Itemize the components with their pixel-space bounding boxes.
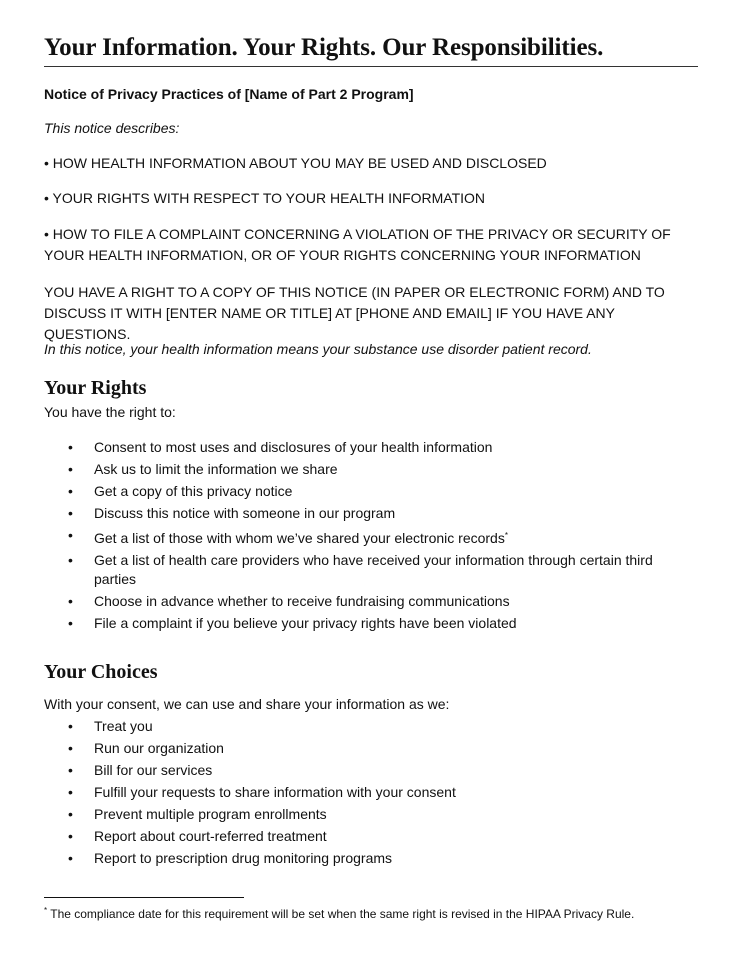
describes-label: This notice describes: xyxy=(44,120,180,136)
bullet-icon: • xyxy=(68,828,73,844)
bullet-icon: • xyxy=(68,806,73,822)
bullet-icon: • xyxy=(68,593,73,609)
bullet-icon: • xyxy=(68,439,73,455)
footnote-reference[interactable]: * xyxy=(504,531,508,540)
list-item: • Report to prescription drug monitoring programs xyxy=(44,848,698,870)
footnote xyxy=(44,906,634,921)
list-item: • Run our organization xyxy=(44,738,698,760)
bullet-icon: • xyxy=(68,615,73,631)
bullet-icon: • xyxy=(68,740,73,756)
describe-bullet-2: • YOUR RIGHTS WITH RESPECT TO YOUR HEALTH INFORMATION xyxy=(44,190,486,206)
list-item: • Choose in advance whether to receive fundraising communications xyxy=(44,591,698,613)
list-item: • Get a list of those with whom we’ve shared your electronic records* xyxy=(68,527,508,546)
list-item: • File a complaint if you believe your privacy rights have been violated xyxy=(44,613,698,635)
bullet-icon: • xyxy=(68,552,73,568)
bullet-icon: • xyxy=(68,527,73,543)
bullet-icon: • xyxy=(68,784,73,800)
list-item: • Discuss this notice with someone in our program xyxy=(44,503,698,525)
list-item: • Treat you xyxy=(44,716,698,738)
rights-intro: You have the right to: xyxy=(44,404,176,420)
list-item: • Fulfill your requests to share information with your consent xyxy=(44,782,698,804)
rights-list xyxy=(44,437,698,635)
definition-paragraph: In this notice, your health information means your substance use disorder patient record. xyxy=(44,341,592,357)
bullet-icon: • xyxy=(68,762,73,778)
list-item: • Get a list of health care providers who have received your information through certain third parties xyxy=(68,552,653,587)
bullet-icon: • xyxy=(68,483,73,499)
footnote-separator xyxy=(44,897,244,898)
notice-heading: Notice of Privacy Practices of [Name of Part 2 Program] xyxy=(44,86,414,102)
list-item: • Ask us to limit the information we share xyxy=(44,459,698,481)
describe-bullet-3: • HOW TO FILE A COMPLAINT CONCERNING A VIOLATION OF THE PRIVACY OR SECURITY OF YOUR HEALTH INFORMATION, OR OF YOUR RIGHTS CONCERNING YOUR INFORMATION xyxy=(44,226,671,263)
list-item: • Bill for our services xyxy=(44,760,698,782)
rights-heading: Your Rights xyxy=(44,377,147,399)
footnote-text: The compliance date for this requirement will be set when the same right is revised in the HIPAA Privacy Rule. xyxy=(47,907,635,921)
title-underline xyxy=(44,66,698,67)
bullet-icon: • xyxy=(68,850,73,866)
bullet-icon: • xyxy=(68,718,73,734)
list-item: • Get a copy of this privacy notice xyxy=(44,481,698,503)
bullet-icon: • xyxy=(68,505,73,521)
page-title: Your Information. Your Rights. Our Responsibilities. xyxy=(44,34,604,61)
bullet-icon: • xyxy=(68,461,73,477)
choices-list xyxy=(44,716,698,870)
list-item: • Prevent multiple program enrollments xyxy=(44,804,698,826)
copy-right-paragraph: YOU HAVE A RIGHT TO A COPY OF THIS NOTICE (IN PAPER OR ELECTRONIC FORM) AND TO DISCUSS IT WITH [ENTER NAME OR TITLE] AT [PHONE AND EMAIL] IF YOU HAVE ANY QUESTIONS. xyxy=(44,284,665,342)
list-item: • Consent to most uses and disclosures of your health information xyxy=(44,437,698,459)
choices-heading: Your Choices xyxy=(44,661,158,683)
footnote-marker: * xyxy=(44,906,48,915)
list-item: • Report about court-referred treatment xyxy=(44,826,698,848)
describe-bullet-1: • HOW HEALTH INFORMATION ABOUT YOU MAY BE USED AND DISCLOSED xyxy=(44,155,547,171)
choices-intro: With your consent, we can use and share your information as we: xyxy=(44,696,450,712)
